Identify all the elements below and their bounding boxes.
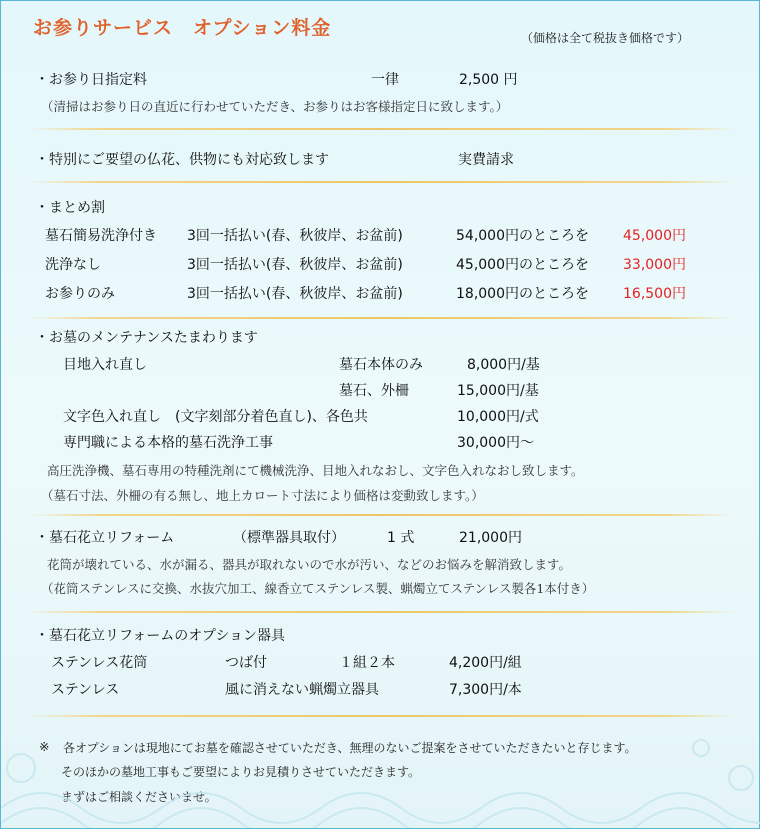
section-divider bbox=[29, 128, 735, 130]
flowers-label: ・特別にご要望の仏花、供物にも対応致します bbox=[35, 152, 329, 168]
section-divider bbox=[29, 181, 735, 183]
option-row-price: 4,200円/組 bbox=[449, 655, 522, 671]
flowers-price: 実費請求 bbox=[458, 152, 514, 168]
joint-label: 目地入れ直し bbox=[63, 357, 147, 373]
date-fee-price: 2,500 円 bbox=[459, 72, 518, 88]
joint-main-price: 8,000円/基 bbox=[467, 357, 540, 373]
option-row-detail: つば付 bbox=[225, 655, 267, 671]
bundle-row-name: 墓石簡易洗浄付き bbox=[45, 228, 157, 244]
bundle-row-plan: 3回一括払い(春、秋彼岸、お盆前) bbox=[187, 228, 403, 244]
color-label: 文字色入れ直し (文字刻部分着色直し)、各色共 bbox=[63, 409, 368, 425]
section-divider bbox=[29, 514, 735, 516]
bundle-row-name: お参りのみ bbox=[45, 286, 115, 302]
bundle-row-plan: 3回一括払い(春、秋彼岸、お盆前) bbox=[187, 286, 403, 302]
date-fee-qualifier: 一律 bbox=[371, 72, 399, 88]
bundle-row-regular: 45,000円のところを bbox=[456, 257, 589, 273]
joint-fence: 墓石、外柵 bbox=[339, 383, 409, 399]
joint-fence-price: 15,000円/基 bbox=[457, 383, 539, 399]
bundle-row-sale: 16,500円 bbox=[623, 286, 686, 302]
section-divider bbox=[29, 715, 735, 717]
pro-price: 30,000円～ bbox=[457, 435, 534, 451]
options-label: ・墓石花立リフォームのオプション器具 bbox=[35, 628, 286, 644]
bundle-row-regular: 54,000円のところを bbox=[456, 228, 589, 244]
reform-label: ・墓石花立リフォーム bbox=[35, 530, 175, 546]
option-row-name: ステンレス bbox=[51, 682, 120, 698]
pro-label: 専門職による本格的墓石洗浄工事 bbox=[63, 435, 273, 451]
date-fee-note: （清掃はお参り日の直近に行わせていただき、お参りはお客様指定日に致します。） bbox=[41, 99, 509, 114]
option-row-price: 7,300円/本 bbox=[449, 682, 522, 698]
bundle-label: ・まとめ割 bbox=[35, 200, 105, 216]
reform-note: 花筒が壊れている、水が漏る、器具が取れないので水が汚い、などのお悩みを解消致します。 bbox=[47, 557, 572, 572]
page-title: お参りサービス オプション料金 bbox=[33, 17, 332, 39]
bundle-row-name: 洗浄なし bbox=[45, 257, 101, 273]
reform-price: 21,000円 bbox=[459, 530, 522, 546]
bundle-row-sale: 45,000円 bbox=[623, 228, 686, 244]
joint-main: 墓石本体のみ bbox=[339, 357, 423, 373]
bundle-row-sale: 33,000円 bbox=[623, 257, 686, 273]
maintenance-label: ・お墓のメンテナンスたまわります bbox=[35, 330, 258, 346]
footer-mark: ※ bbox=[39, 739, 50, 754]
date-fee-label: ・お参り日指定料 bbox=[35, 72, 147, 88]
option-row-detail: 風に消えない蝋燭立器具 bbox=[225, 682, 379, 698]
option-row-name: ステンレス花筒 bbox=[51, 655, 148, 671]
footer-line: まずはご相談くださいませ。 bbox=[61, 790, 217, 804]
color-price: 10,000円/式 bbox=[457, 409, 539, 425]
maintenance-note: （墓石寸法、外柵の有る無し、地上カロート寸法により価格は変動致します。） bbox=[41, 488, 484, 503]
footer-line: そのほかの墓地工事もご要望によりお見積りさせていただきます。 bbox=[61, 765, 421, 779]
maintenance-note: 高圧洗浄機、墓石専用の特種洗剤にて機械洗浄、目地入れなおし、文字色入れなおし致します。 bbox=[47, 463, 584, 478]
section-divider bbox=[29, 317, 735, 319]
section-divider bbox=[29, 611, 735, 613]
option-row-qty: １組２本 bbox=[339, 655, 395, 671]
bundle-row-regular: 18,000円のところを bbox=[456, 286, 589, 302]
reform-unit: 1 式 bbox=[387, 530, 415, 546]
reform-spec: （標準器具取付） bbox=[233, 530, 345, 546]
footer-line: 各オプションは現地にてお墓を確認させていただき、無理のないご提案をさせていただきたいと存じます。 bbox=[63, 741, 637, 755]
tax-note: （価格は全て税抜き価格です） bbox=[521, 31, 690, 45]
bundle-row-plan: 3回一括払い(春、秋彼岸、お盆前) bbox=[187, 257, 403, 273]
reform-note: （花筒ステンレスに交換、水抜穴加工、線香立てステンレス製、蝋燭立てステンレス製各1本付き） bbox=[41, 581, 595, 596]
